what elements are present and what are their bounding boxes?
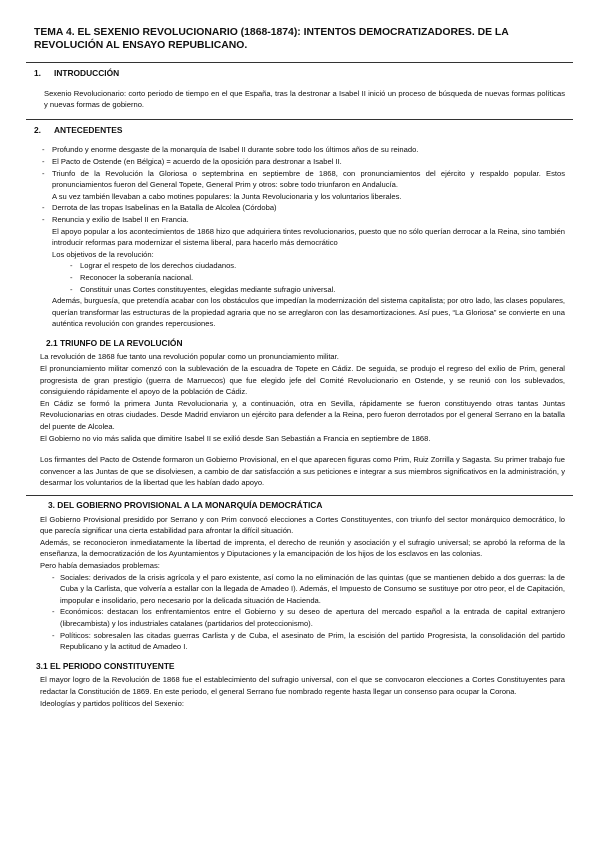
section-number: 1.	[34, 68, 41, 78]
paragraph: El Gobierno no vio más salida que dimitire Isabel II se exilió desde San Sebastián a Francia en septiembre de 1868.	[40, 433, 431, 443]
section-heading-gobierno-provisional: 3. DEL GOBIERNO PROVISIONAL A LA MONARQUÍA DEMOCRÁTICA	[48, 500, 323, 510]
list-item: - Renuncia y exilio de Isabel II en Francia.	[42, 214, 565, 226]
list-item: - Sociales: derivados de la crisis agrícola y el paro existente, así como la no eliminación de las quintas (que se mantienen debido a dos guerras: la de Cuba y la Carlista, que volvería a estallar con la llegada de Amadeo I). Además, el Impuesto de Consumo se sustituye por otro peor, el de Capitación, impopular e insolidario, pero necesario por la delicada situación de Hacienda.	[52, 572, 565, 607]
list-item: - Económicos: destacan los enfrentamientos entre el Gobierno y su deseo de apertura del mercado español a la entrada de capital extranjero (librecambista) y los industriales catalanes (partidarios del proteccionismo).	[52, 606, 565, 629]
section-title: ANTECEDENTES	[54, 124, 123, 135]
section-divider	[26, 62, 573, 63]
paragraph: Pero había demasiados problemas:	[40, 560, 160, 570]
antecedentes-list-2	[34, 202, 565, 225]
section-block-gobierno-provisional	[26, 495, 573, 653]
document-title: TEMA 4. EL SEXENIO REVOLUCIONARIO (1868-1874): INTENTOS DEMOCRATIZADORES. DE LA REVOLUCIÓN AL ENSAYO REPUBLICANO.	[34, 27, 509, 51]
note-paragraph: A su vez también llevaban a cabo motines populares: la Junta Revolucionaria y los voluntarios liberales.	[52, 191, 402, 201]
list-item: - Reconocer la soberanía nacional.	[70, 272, 565, 284]
paragraph: El mayor logro de la Revolución de 1868 fue el establecimiento del sufragio universal, con el que se convocaron elecciones a Cortes Constituyentes para redactar la Constitución de 1869. En este periodo, el general Serrano fue nombrado regente hasta llegar un consenso para ocupar la Corona.	[40, 675, 565, 696]
problems-list	[34, 572, 565, 653]
list-item: - Lograr el respeto de los derechos ciudadanos.	[70, 260, 565, 272]
section-number: 2.	[34, 124, 41, 135]
subsection-heading-triunfo: 2.1 TRIUNFO DE LA REVOLUCIÓN	[46, 337, 183, 348]
section-divider	[26, 119, 573, 120]
paragraph: Además, se reconocieron inmediatamente la libertad de imprenta, el derecho de reunión y asociación y el sufragio universal; se aprobó la reforma de la enseñanza, la democratización de los Ayuntamientos y Diputaciones y la emancipación de los hijos de los esclavos en las colonias.	[40, 537, 565, 559]
list-item: - Constituir unas Cortes constituyentes, elegidas mediante sufragio universal.	[70, 284, 565, 296]
intro-paragraph: Sexenio Revolucionario: corto periodo de tiempo en el que España, tras la destronar a Isabel II inició un proceso de búsqueda de nuevas formas políticas y nuevas formas de gobierno.	[44, 88, 565, 110]
section-heading-antecedentes	[34, 125, 565, 137]
section-title: INTRODUCCIÓN	[54, 68, 120, 78]
subsection-heading-periodo-constituyente: 3.1 EL PERIODO CONSTITUYENTE	[36, 660, 175, 671]
paragraph: Ideologías y partidos políticos del Sexenio:	[40, 698, 184, 708]
list-item: - Políticos: sobresalen las citadas guerras Carlista y de Cuba, el asesinato de Prim, la escisión del partido Progresista, la consolidación del partido Republicano y la actitud de Amadeo I.	[52, 630, 565, 653]
paragraph: Además, burguesía, que pretendía acabar con los obstáculos que impedían la modernización del sistema capitalista; por otro lado, las clases populares, querían transformar las estructuras de la propiedad agraria que no se arreglaron con las desamortizaciones. Así pues, “La Gloriosa” se convierte en una auténtica revolución con grandes repercusiones.	[52, 296, 565, 329]
antecedentes-list	[34, 144, 565, 190]
paragraph: El apoyo popular a los acontecimientos de 1868 hizo que adquiriera tintes revolucionarios, puesto que no sólo querían derrocar a la Reina, sino también introducir reformas para modernizar el sistema liberal, para hacerlo más democrático	[52, 226, 565, 248]
paragraph: Los objetivos de la revolución:	[52, 249, 154, 259]
paragraph: La revolución de 1868 fue tanto una revolución popular como un pronunciamiento militar.	[40, 352, 339, 362]
section-heading-introduccion	[34, 68, 565, 80]
list-item: - Profundo y enorme desgaste de la monarquía de Isabel II durante sobre todo los últimos años de su reinado.	[42, 144, 565, 156]
paragraph: El Gobierno Provisional presidido por Serrano y con Prim convocó elecciones a Cortes Constituyentes, con triunfo del sector monárquico democrático, lo que parecía significar una cierta estabilidad para afrontar la difícil situación.	[40, 514, 565, 536]
list-item: - Derrota de las tropas Isabelinas en la Batalla de Alcolea (Córdoba)	[42, 202, 565, 214]
paragraph: En Cádiz se formó la primera Junta Revolucionaria y, a continuación, otra en Sevilla, rápidamente se fueron constituyendo otras tantas Juntas Revolucionarias en otras ciudades. Desde Madrid enviaron un ejército para defender a la Reina, pero fueron derrotados por el general Serrano en la batalla del puente de Alcolea.	[40, 398, 565, 432]
paragraph: Los firmantes del Pacto de Ostende formaron un Gobierno Provisional, en el que aparecen figuras como Prim, Ruiz Zorrilla y Sagasta. Su primer trabajo fue convencer a las Juntas de que se disolviesen, a cambio de dar satisfacción a sus peticiones e integrar a sus miembros significativos en la administración, y desarmar los voluntarios de la libertad que les habían dado apoyo.	[40, 455, 565, 488]
list-item: - El Pacto de Ostende (en Bélgica) = acuerdo de la oposición para destronar a Isabel II.	[42, 156, 565, 168]
list-item: - Triunfo de la Revolución la Gloriosa o septembrina en septiembre de 1868, con pronunciamientos del ejército y respaldo popular. Estos pronunciamientos fueron del General Topete, General Prim y otros: sobre todo triunfaron en Andalucía.	[42, 168, 565, 191]
objectives-list	[34, 260, 565, 295]
paragraph: El pronunciamiento militar comenzó con la sublevación de la escuadra de Topete en Cádiz. De seguida, se produjo el regreso del exilio de Prim, general progresista de gran prestigio (guerra de Marruecos) que fue elegido jefe del Comité Revolucionario en Ostende, y se reunió con los sublevados, consiguiendo rápidamente el apoyo de la población de Cádiz.	[40, 364, 565, 397]
